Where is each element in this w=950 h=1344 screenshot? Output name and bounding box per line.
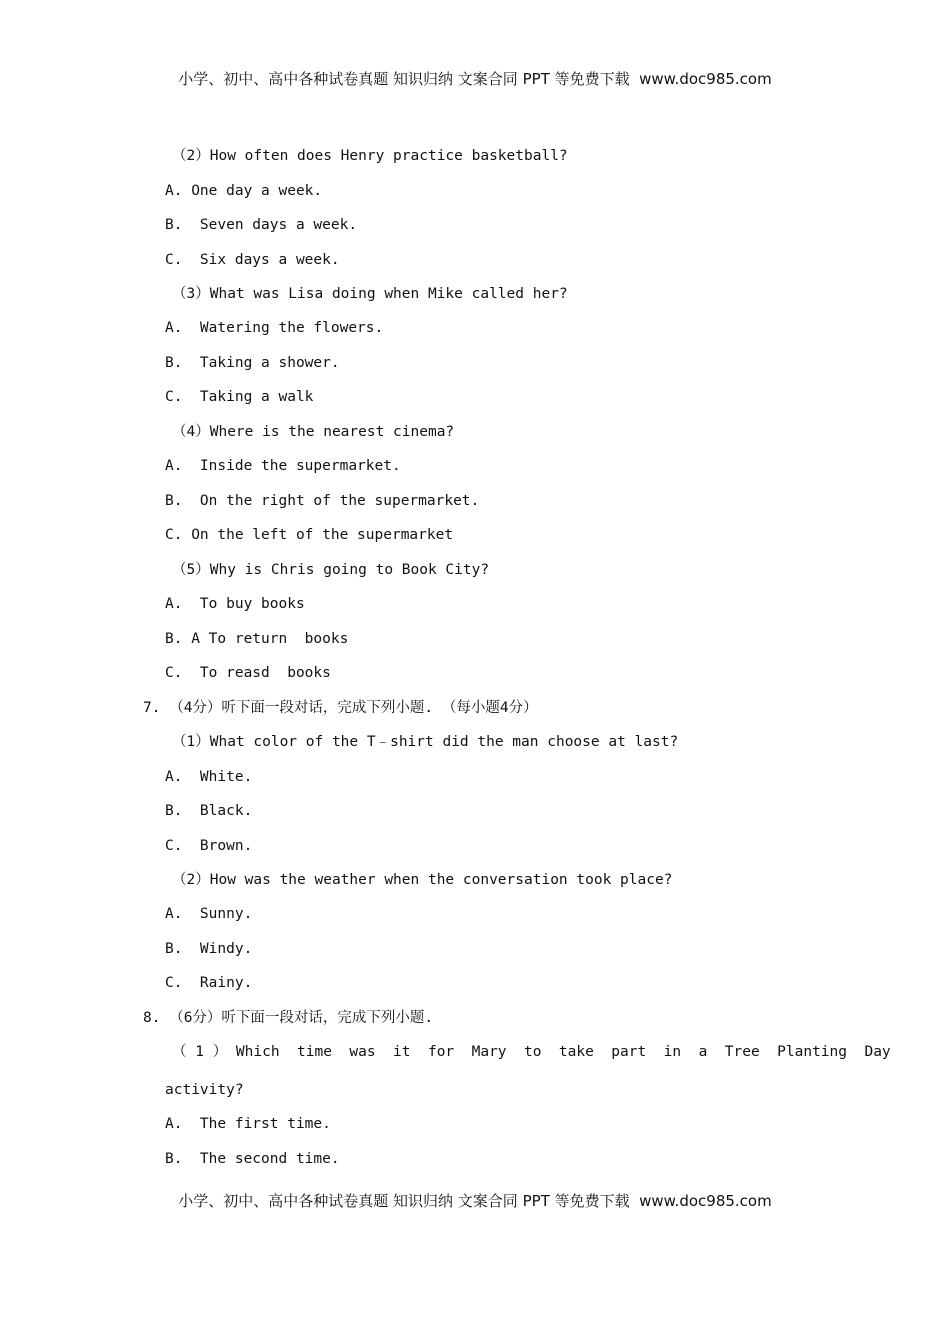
option-b: B. Seven days a week.	[165, 217, 358, 233]
question-8-1-continued: activity?	[165, 1082, 244, 1098]
option-a: A. To buy books	[165, 596, 305, 612]
option-c: C. Rainy.	[165, 975, 253, 991]
option-a: A. The first time.	[165, 1116, 331, 1132]
option-c: C. To reasd books	[165, 665, 331, 681]
option-a: A. One day a week.	[165, 183, 323, 199]
option-b: B. On the right of the supermarket.	[165, 493, 480, 509]
option-a: A. Inside the supermarket.	[165, 458, 401, 474]
option-a: A. Watering the flowers.	[165, 320, 384, 336]
header-banner: 小学、初中、高中各种试卷真题 知识归纳 文案合同 PPT 等免费下载 www.doc985.com	[178, 70, 772, 88]
question-6-5: （5）Why is Chris going to Book City?	[172, 562, 490, 578]
question-6-3: （3）What was Lisa doing when Mike called her?	[172, 286, 568, 302]
option-b: B. Black.	[165, 803, 253, 819]
question-7-heading: 7. （4分）听下面一段对话，完成下列小题. （每小题4分）	[143, 700, 538, 716]
option-c: C. Brown.	[165, 838, 253, 854]
question-6-2: （2）How often does Henry practice basketball?	[172, 148, 568, 164]
question-7-1: （1）What color of the T﹣shirt did the man choose at last?	[172, 734, 679, 750]
question-6-4: （4）Where is the nearest cinema?	[172, 424, 455, 440]
question-8-1: （ 1 ） Which time was it for Mary to take part in a Tree Planting Day	[172, 1044, 891, 1060]
option-c: C. On the left of the supermarket	[165, 527, 454, 543]
option-c: C. Six days a week.	[165, 252, 340, 268]
question-8-heading: 8. （6分）听下面一段对话，完成下列小题.	[143, 1010, 434, 1026]
option-b: B. Windy.	[165, 941, 253, 957]
option-b: B. A To return books	[165, 631, 349, 647]
option-b: B. Taking a shower.	[165, 355, 340, 371]
option-a: A. White.	[165, 769, 253, 785]
option-a: A. Sunny.	[165, 906, 253, 922]
option-c: C. Taking a walk	[165, 389, 314, 405]
footer-banner: 小学、初中、高中各种试卷真题 知识归纳 文案合同 PPT 等免费下载 www.doc985.com	[178, 1192, 772, 1210]
option-b: B. The second time.	[165, 1151, 340, 1167]
question-7-2: （2）How was the weather when the conversation took place?	[172, 872, 673, 888]
